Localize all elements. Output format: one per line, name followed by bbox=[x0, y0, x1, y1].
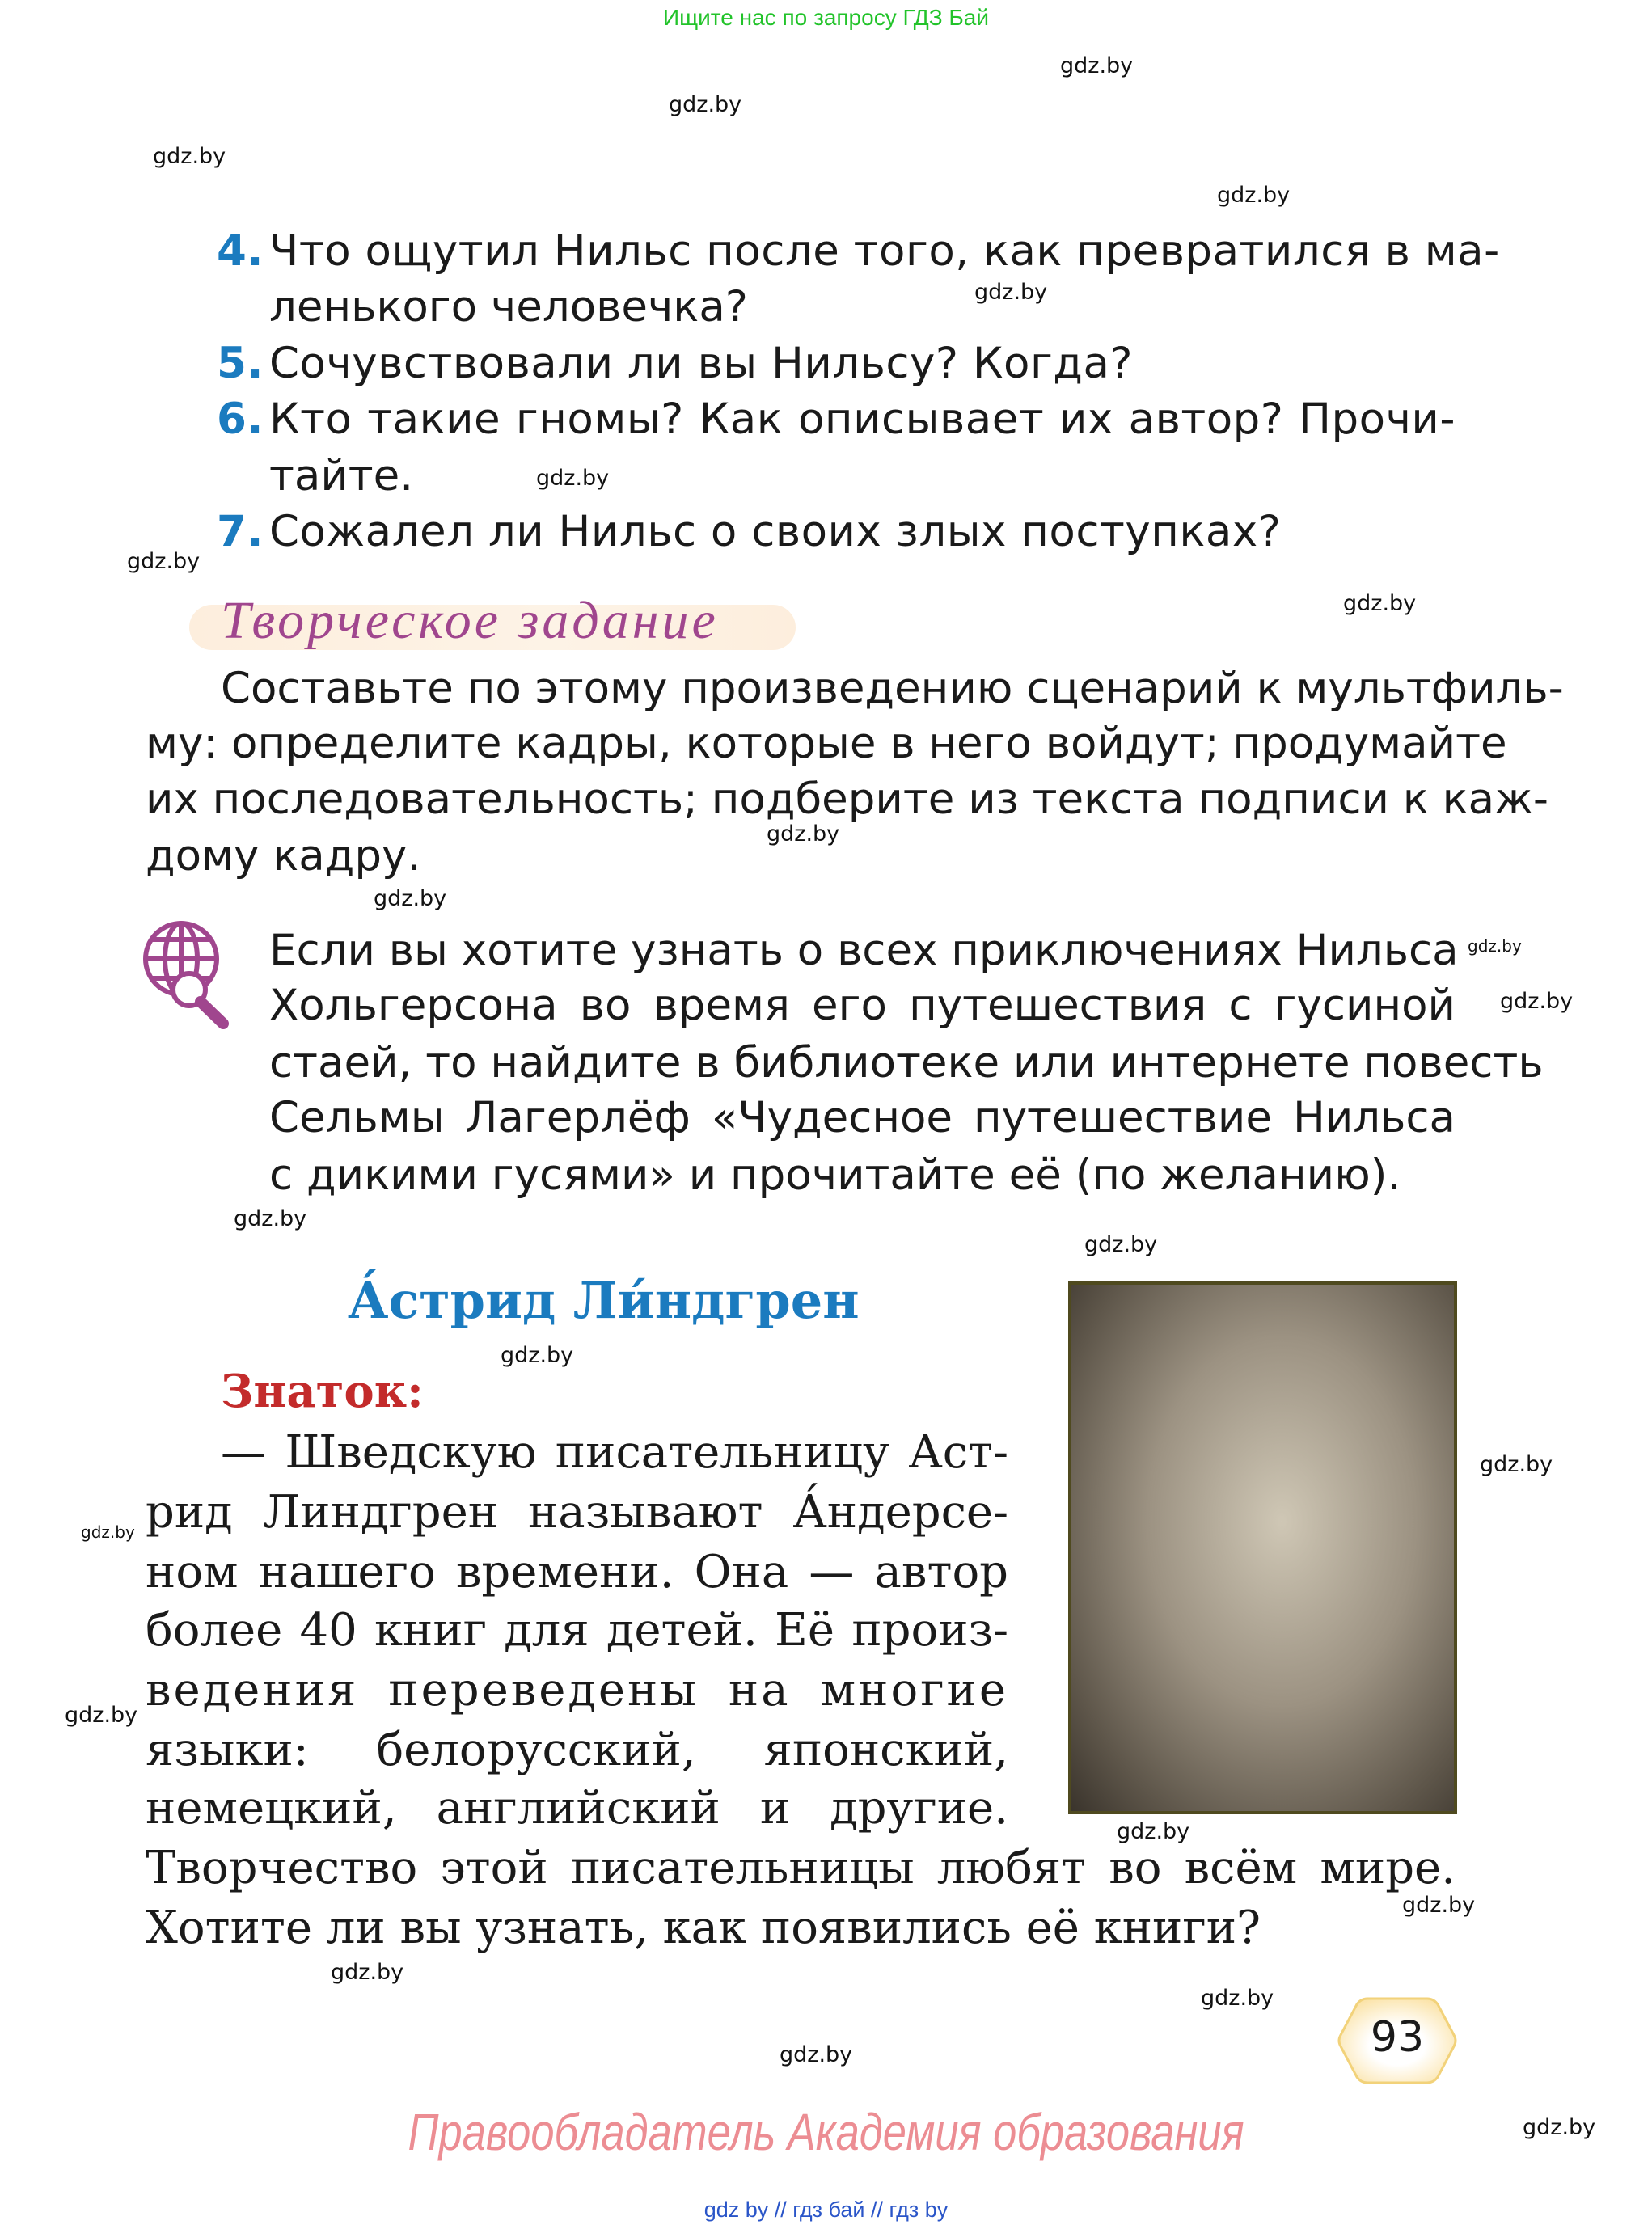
info-line: Если вы хотите узнать о всех приключениях Нильса bbox=[269, 926, 1459, 975]
watermark: gdz.by bbox=[1402, 1893, 1476, 1918]
author-text-line: — Шведскую писательницу Аст- bbox=[221, 1426, 1008, 1479]
author-text-line: языки: белорусский, японский, bbox=[146, 1724, 1008, 1776]
watermark: gdz.by bbox=[1468, 936, 1522, 956]
watermark: gdz.by bbox=[234, 1206, 307, 1231]
globe-search-icon bbox=[141, 920, 231, 1035]
author-text-line: немецкий, английский и другие. bbox=[146, 1782, 1008, 1834]
creative-line: их последовательность; подберите из текста подписи к каж- bbox=[146, 775, 1548, 824]
info-line: с дикими гусями» и прочитайте её (по желанию). bbox=[269, 1150, 1401, 1200]
author-text-line: ном нашего времени. Она — автор bbox=[146, 1546, 1008, 1598]
creative-line: му: определите кадры, которые в него войдут; продумайте bbox=[146, 719, 1507, 768]
author-text-line: более 40 книг для детей. Её произ- bbox=[146, 1604, 1008, 1657]
question-6: 6. Кто такие гномы? Как описывает их автор? Прочи- bbox=[217, 395, 1456, 444]
top-banner: Ищите нас по запросу ГДЗ Бай bbox=[662, 5, 990, 30]
watermark: gdz.by bbox=[65, 1703, 138, 1728]
creative-task-title: Творческое задание bbox=[221, 591, 719, 650]
info-line: Сельмы Лагерлёф «Чудесное путешествие Нильса bbox=[269, 1093, 1456, 1142]
watermark: gdz.by bbox=[1117, 1819, 1190, 1844]
watermark: gdz.by bbox=[331, 1960, 404, 1985]
creative-line: Составьте по этому произведению сценарий к мультфиль- bbox=[221, 664, 1564, 713]
copyright-footer: Правообладатель Академия образования bbox=[408, 2103, 1244, 2161]
page-number: 93 bbox=[1370, 2013, 1425, 2062]
info-line: стаей, то найдите в библиотеке или интернете повесть bbox=[269, 1038, 1544, 1087]
author-text-line: ведения переведены на многие bbox=[146, 1664, 1008, 1716]
watermark: gdz.by bbox=[1523, 2115, 1596, 2140]
watermark: gdz.by bbox=[1201, 1986, 1274, 2011]
info-line: Хольгерсона во время его путешествия с гусиной bbox=[269, 981, 1456, 1030]
watermark: gdz.by bbox=[1480, 1452, 1553, 1477]
watermark: gdz.by bbox=[767, 821, 840, 847]
watermark: gdz.by bbox=[780, 2042, 853, 2067]
author-text-line: рид Линдгрен называют А́ндерсе- bbox=[146, 1486, 1008, 1539]
watermark: gdz.by bbox=[374, 886, 447, 911]
watermark: gdz.by bbox=[974, 280, 1048, 305]
watermark: gdz.by bbox=[1084, 1232, 1158, 1257]
question-7: 7. Сожалел ли Нильс о своих злых поступках? bbox=[217, 507, 1282, 556]
watermark: gdz.by bbox=[153, 144, 226, 169]
expert-label: Знаток: bbox=[221, 1365, 424, 1418]
watermark: gdz.by bbox=[1060, 53, 1134, 78]
question-4: 4. Что ощутил Нильс после того, как превратился в ма- bbox=[217, 226, 1500, 276]
author-text-line: Творчество этой писательницы любят во всём мире. bbox=[146, 1842, 1456, 1894]
watermark: gdz.by bbox=[669, 92, 742, 117]
question-6-cont: тайте. bbox=[269, 451, 414, 500]
watermark: gdz.by bbox=[127, 549, 201, 574]
watermark: gdz.by bbox=[1343, 591, 1417, 616]
author-text-line: Хотите ли вы узнать, как появились её книги? bbox=[146, 1902, 1261, 1954]
question-4-cont: ленького человечка? bbox=[269, 282, 748, 331]
watermark: gdz.by bbox=[1217, 183, 1291, 208]
watermark: gdz.by bbox=[81, 1522, 135, 1542]
watermark: gdz.by bbox=[501, 1343, 574, 1368]
question-5: 5. Сочувствовали ли вы Нильсу? Когда? bbox=[217, 339, 1134, 388]
watermark: gdz.by bbox=[536, 466, 610, 491]
creative-line: дому кадру. bbox=[146, 831, 421, 880]
bottom-links[interactable]: gdz by // гдз бай // гдз by bbox=[703, 2198, 949, 2222]
author-portrait bbox=[1068, 1281, 1457, 1814]
author-title: А́стрид Ли́ндгрен bbox=[348, 1271, 860, 1330]
watermark: gdz.by bbox=[1500, 989, 1574, 1014]
